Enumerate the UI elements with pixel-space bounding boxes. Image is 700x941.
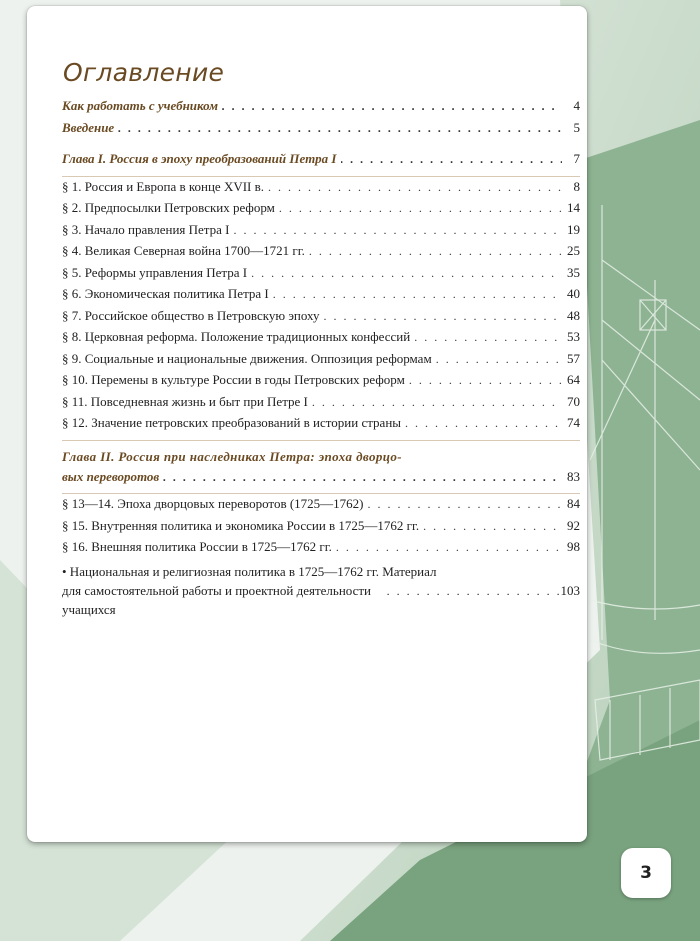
- toc-entry-page: 70: [567, 393, 580, 409]
- toc-entry-text: Глава I. Россия в эпоху преобразований Петра I: [62, 151, 337, 166]
- toc-entry[interactable]: [62, 351, 580, 373]
- page-title: Оглавление: [63, 58, 225, 87]
- leader-dots: [405, 416, 562, 431]
- toc-entry-page: 64: [567, 372, 580, 387]
- toc-entry-page: 4: [573, 98, 580, 113]
- toc-entry-text: Как работать с учебником: [62, 98, 219, 113]
- toc-entry[interactable]: [62, 265, 580, 287]
- toc-entry[interactable]: [62, 329, 580, 351]
- chapter-heading[interactable]: [62, 449, 580, 491]
- toc-entry-text: для самостоятельной работы и проектной деятельности учащихся: [62, 582, 372, 617]
- toc-page: [27, 6, 587, 842]
- toc-entry[interactable]: [62, 539, 580, 561]
- leader-dots: [414, 330, 562, 345]
- toc-entry-page: 53: [567, 329, 580, 344]
- toc-entry-text: Введение: [62, 119, 115, 135]
- toc-entry-text: § 10. Перемены в культуре России в годы Петровских реформ: [62, 372, 405, 387]
- leader-dots: [368, 497, 563, 512]
- toc-entry-page: 84: [567, 496, 580, 511]
- toc-entry-page: 48: [567, 307, 580, 323]
- toc-entry-text: § 4. Великая Северная война 1700—1721 гг.: [62, 243, 305, 258]
- toc-entry[interactable]: [62, 179, 580, 201]
- divider: [62, 176, 580, 177]
- leader-dots: [309, 244, 562, 259]
- leader-dots: [312, 395, 562, 410]
- toc-entry[interactable]: [62, 98, 580, 120]
- toc-entry-page: 74: [567, 415, 580, 430]
- toc-entry-page: 83: [567, 468, 580, 484]
- leader-dots: [436, 352, 562, 367]
- leader-dots: [341, 152, 563, 167]
- table-of-contents: [62, 98, 580, 619]
- toc-entry-text: § 3. Начало правления Петра I: [62, 221, 230, 237]
- leader-dots: [268, 180, 562, 195]
- toc-entry-page: 35: [567, 264, 580, 280]
- page-number-badge: 3: [621, 848, 671, 898]
- toc-entry-page: 25: [567, 243, 580, 258]
- leader-dots: [273, 287, 562, 302]
- chapter-heading-line: [62, 469, 580, 491]
- chapter-heading[interactable]: [62, 151, 580, 173]
- toc-entry-page: 8: [573, 178, 580, 194]
- toc-entry-page: 98: [567, 539, 580, 554]
- toc-entry[interactable]: [62, 120, 580, 142]
- toc-note-entry[interactable]: [62, 562, 580, 619]
- leader-dots: [234, 223, 563, 238]
- toc-entry[interactable]: [62, 496, 580, 518]
- toc-note-line: [62, 581, 580, 619]
- leader-dots: [118, 121, 562, 136]
- toc-entry[interactable]: [62, 394, 580, 416]
- toc-entry[interactable]: [62, 243, 580, 265]
- toc-entry-text: § 1. Россия и Европа в конце XVII в.: [62, 178, 265, 194]
- divider: [62, 493, 580, 494]
- toc-note-line: • Национальная и религиозная политика в 1725—1762 гг. Материал: [62, 563, 437, 579]
- toc-entry-text: § 9. Социальные и национальные движения. Оппозиция реформам: [62, 350, 432, 366]
- leader-dots: [409, 373, 562, 388]
- toc-entry[interactable]: [62, 286, 580, 308]
- toc-entry-text: § 13—14. Эпоха дворцовых переворотов (1725—1762): [62, 496, 364, 511]
- toc-entry-text: § 16. Внешняя политика России в 1725—1762 гг.: [62, 539, 332, 554]
- toc-entry-text: § 8. Церковная реформа. Положение традиционных конфессий: [62, 329, 411, 344]
- toc-entry-text: § 5. Реформы управления Петра I: [62, 264, 248, 280]
- toc-entry-text: § 7. Российское общество в Петровскую эпоху: [62, 307, 320, 323]
- toc-entry-text: § 11. Повседневная жизнь и быт при Петре I: [62, 393, 308, 409]
- chapter-heading-line: Глава II. Россия при наследниках Петра: эпоха дворцо-: [62, 448, 403, 464]
- toc-entry-text: § 12. Значение петровских преобразований в истории страны: [62, 415, 402, 430]
- leader-dots: [279, 201, 562, 216]
- leader-dots: [222, 99, 562, 114]
- toc-entry-page: 19: [567, 221, 580, 237]
- toc-entry-page: 14: [567, 200, 580, 215]
- toc-entry-page: 40: [567, 286, 580, 301]
- toc-entry-page: 57: [567, 350, 580, 366]
- toc-entry-page: 7: [573, 151, 580, 166]
- toc-entry[interactable]: [62, 200, 580, 222]
- toc-entry[interactable]: [62, 518, 580, 540]
- toc-entry-page: 103: [560, 582, 580, 598]
- leader-dots: [423, 519, 562, 534]
- toc-entry[interactable]: [62, 222, 580, 244]
- leader-dots: [387, 582, 559, 601]
- leader-dots: [251, 266, 562, 281]
- toc-entry-text: § 6. Экономическая политика Петра I: [62, 286, 269, 301]
- toc-entry[interactable]: [62, 415, 580, 437]
- divider: [62, 440, 580, 441]
- toc-entry[interactable]: [62, 372, 580, 394]
- leader-dots: [336, 540, 562, 555]
- toc-entry[interactable]: [62, 308, 580, 330]
- toc-entry-text: § 2. Предпосылки Петровских реформ: [62, 200, 275, 215]
- leader-dots: [163, 470, 562, 485]
- toc-entry-page: 92: [567, 517, 580, 533]
- toc-entry-page: 5: [573, 119, 580, 135]
- toc-entry-text: вых переворотов: [62, 468, 160, 484]
- leader-dots: [324, 309, 562, 324]
- toc-entry-text: § 15. Внутренняя политика и экономика России в 1725—1762 гг.: [62, 517, 420, 533]
